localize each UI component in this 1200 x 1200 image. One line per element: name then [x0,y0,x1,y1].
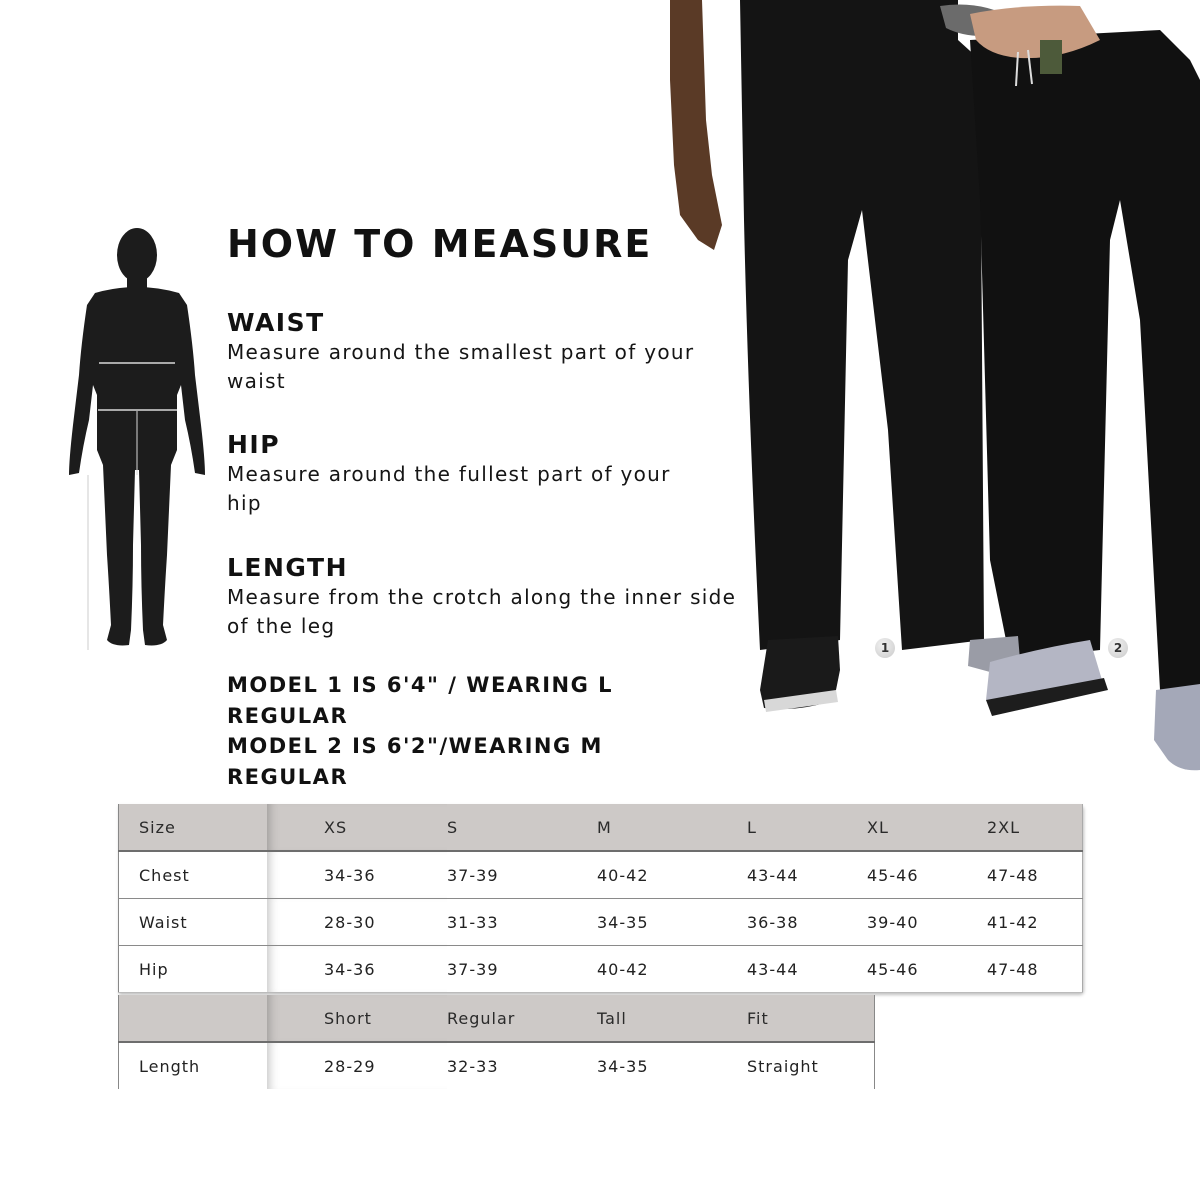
cell: 40-42 [597,851,747,899]
header-xs: XS [267,804,447,851]
header-l: L [747,804,867,851]
cell: 31-33 [447,899,597,946]
cell: 47-48 [987,946,1083,993]
cell: 40-42 [597,946,747,993]
body-silhouette-figure [55,225,220,665]
table-row-hip [119,946,1083,993]
cell: Straight [747,1042,875,1089]
model-2-height: MODEL 2 IS 6'2"/WEARING M [227,734,603,758]
header-blank [119,995,268,1042]
hip-section [227,430,677,518]
cell: 45-46 [867,946,987,993]
header-regular: Regular [447,995,597,1042]
cell: 37-39 [447,946,597,993]
table-row-waist [119,899,1083,946]
cell: 36-38 [747,899,867,946]
cell: 47-48 [987,851,1083,899]
cell: 43-44 [747,851,867,899]
header-short: Short [267,995,447,1042]
cell: 37-39 [447,851,597,899]
cell: 34-36 [267,851,447,899]
waist-heading: WAIST [227,308,325,337]
model-info [227,670,667,792]
length-heading: LENGTH [227,553,348,582]
row-label-length: Length [119,1042,268,1089]
cell: 32-33 [447,1056,499,1076]
header-2xl: 2XL [987,804,1083,851]
page-title: HOW TO MEASURE [227,222,653,266]
cell: 34-36 [267,946,447,993]
header-tall: Tall [597,995,747,1042]
hip-heading: HIP [227,430,281,459]
row-label-waist: Waist [119,899,268,946]
hip-description: Measure around the fullest part of your hip [227,462,671,515]
cell: 28-29 [267,1042,447,1089]
header-m: M [597,804,747,851]
waist-description: Measure around the smallest part of your waist [227,340,695,393]
cell: 34-35 [597,1056,649,1076]
header-s: S [447,804,597,851]
model-1-fit: REGULAR [227,703,349,728]
size-table-header-row [119,804,1083,851]
cell: 43-44 [747,946,867,993]
cell: 34-35 [597,899,747,946]
model-1-height: MODEL 1 IS 6'4" / WEARING L [227,673,614,697]
model-2-badge: 2 [1108,638,1128,658]
length-chart-table [118,995,875,1089]
model-2-fit: REGULAR [227,764,349,789]
row-label-chest: Chest [119,851,268,899]
row-label-hip: Hip [119,946,268,993]
header-fit: Fit [747,995,875,1042]
product-photo [640,0,1200,790]
table-row-chest [119,851,1083,899]
models-wearing-pants-image [640,0,1200,790]
cell: 39-40 [867,899,987,946]
model-1-badge: 1 [875,638,895,658]
size-chart-table [118,804,1083,993]
header-xl: XL [867,804,987,851]
length-description: Measure from the crotch along the inner side of the leg [227,585,737,638]
cell: 45-46 [867,851,987,899]
table-row-length [119,1042,875,1089]
length-table-header-row [119,995,875,1042]
header-size: Size [119,804,268,851]
cell: 41-42 [987,899,1083,946]
cell: 28-30 [267,899,447,946]
